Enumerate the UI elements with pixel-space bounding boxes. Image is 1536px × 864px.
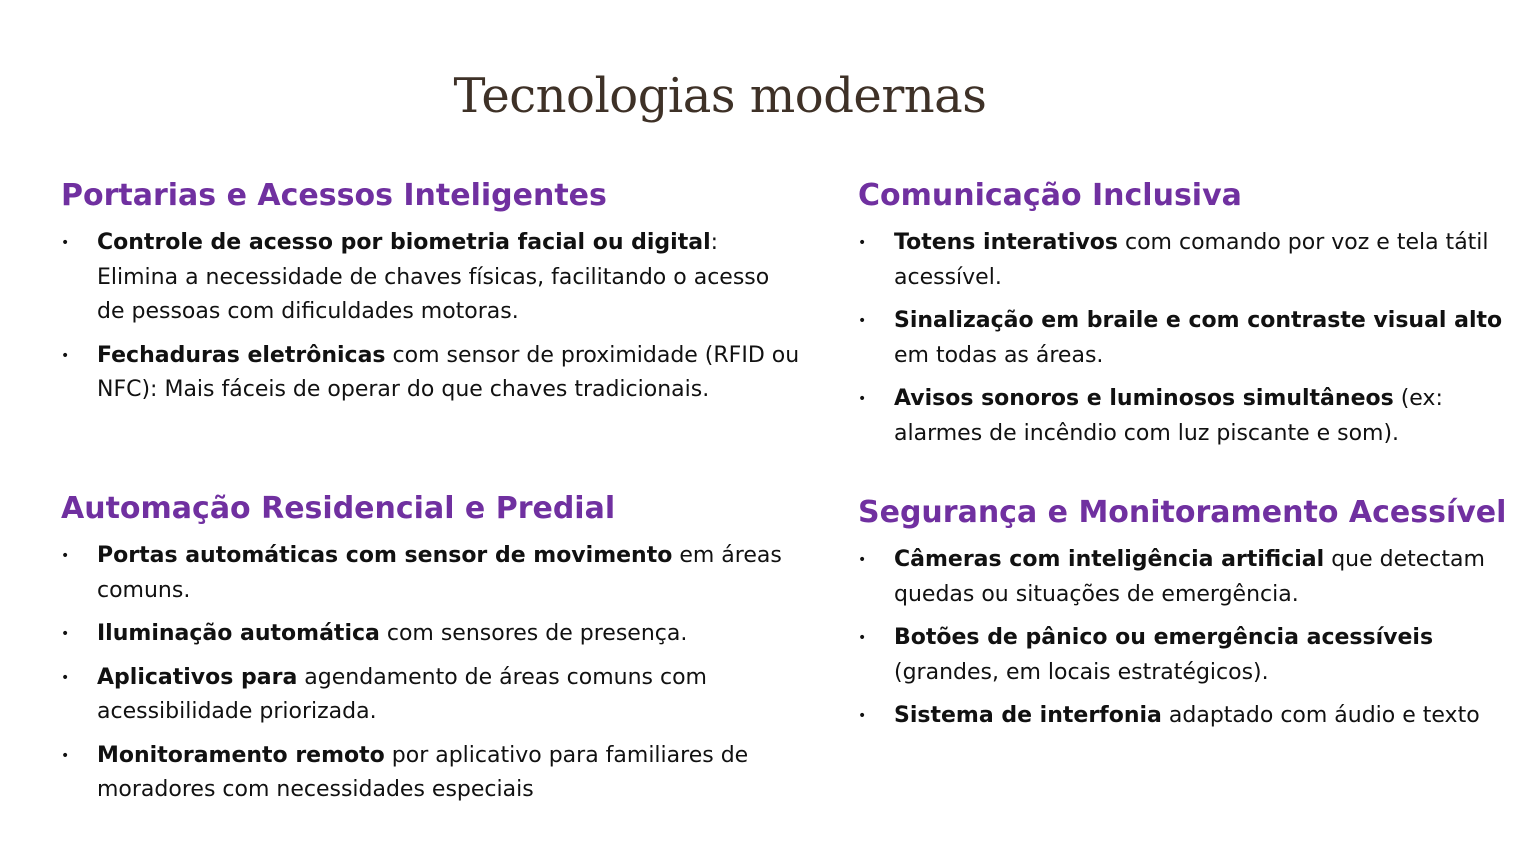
item-bold: Aplicativos para — [97, 664, 298, 690]
bullet-icon: • — [61, 747, 70, 764]
bullet-icon: • — [858, 391, 867, 407]
item-bold: Totens interativos — [894, 230, 1118, 255]
bullet-icon: • — [858, 708, 867, 724]
bullet-list — [61, 539, 801, 808]
section-heading: Automação Residencial e Predial — [61, 491, 616, 526]
bullet-icon: • — [858, 235, 867, 251]
list-item — [858, 621, 1518, 690]
item-text: em áreas comuns. — [97, 543, 782, 603]
bullet-icon: • — [61, 626, 70, 642]
slide-title: Tecnologias modernas — [453, 68, 987, 124]
list-item — [61, 739, 801, 808]
bullet-icon: • — [61, 548, 70, 564]
bullet-icon: • — [61, 347, 70, 364]
bullet-list — [858, 543, 1518, 734]
bullet-icon: • — [858, 552, 867, 568]
item-bold: Portas automáticas com sensor de movimento — [97, 543, 673, 568]
bullet-icon: • — [61, 235, 70, 251]
item-text: (ex: alarmes de incêndio com luz piscante e som). — [894, 386, 1443, 446]
item-bold: Fechaduras eletrônicas — [97, 342, 386, 368]
bullet-list — [858, 226, 1518, 451]
item-text: adaptado com áudio e texto — [1161, 703, 1480, 728]
section-comunicacao — [858, 178, 1518, 460]
item-bold: Controle de acesso por biometria facial ou digital — [97, 230, 711, 255]
item-bold: Sinalização em braile e com contraste visual alto — [894, 308, 1503, 333]
list-item — [858, 699, 1518, 734]
list-item — [858, 304, 1518, 373]
list-item — [61, 539, 801, 608]
item-text: (grandes, em locais estratégicos). — [894, 659, 1269, 685]
section-heading: Comunicação Inclusiva — [858, 178, 1242, 213]
bullet-icon: • — [858, 313, 867, 329]
item-bold: Sistema de interfonia — [894, 703, 1162, 728]
list-item — [61, 617, 801, 652]
item-bold: Botões de pânico ou emergência acessíveis — [894, 625, 1434, 650]
list-item — [61, 661, 801, 730]
bullet-list — [61, 226, 801, 408]
bullet-icon: • — [61, 669, 70, 686]
item-bold: Monitoramento remoto — [97, 742, 385, 768]
item-bold: Avisos sonoros e luminosos simultâneos — [894, 386, 1394, 411]
item-text: que detectam quedas ou situações de emergência. — [894, 547, 1485, 607]
list-item — [61, 339, 801, 408]
item-text: com sensor de proximidade (RFID ou NFC): Mais fáceis de operar do que chaves tradicionais. — [97, 342, 800, 402]
section-portarias — [61, 178, 801, 417]
item-text: em todas as áreas. — [894, 342, 1104, 368]
item-text: com sensores de presença. — [379, 621, 688, 646]
item-text: : Elimina a necessidade de chaves físicas, facilitando o acesso de pessoas com dificuldades motoras. — [97, 230, 770, 324]
list-item — [858, 543, 1518, 612]
list-item — [61, 226, 801, 330]
item-bold: Câmeras com inteligência artificial — [894, 547, 1325, 572]
bullet-icon: • — [858, 630, 867, 646]
item-text: agendamento de áreas comuns com acessibilidade priorizada. — [97, 664, 707, 724]
list-item — [858, 382, 1518, 451]
list-item — [858, 226, 1518, 295]
section-seguranca — [858, 495, 1518, 743]
section-heading: Segurança e Monitoramento Acessível — [858, 495, 1507, 530]
item-text: por aplicativo para familiares de moradores com necessidades especiais — [97, 742, 749, 802]
section-heading: Portarias e Acessos Inteligentes — [61, 178, 607, 213]
item-text: com comando por voz e tela tátil acessível. — [894, 230, 1489, 290]
item-bold: Iluminação automática — [97, 621, 380, 646]
section-automacao — [61, 491, 801, 817]
